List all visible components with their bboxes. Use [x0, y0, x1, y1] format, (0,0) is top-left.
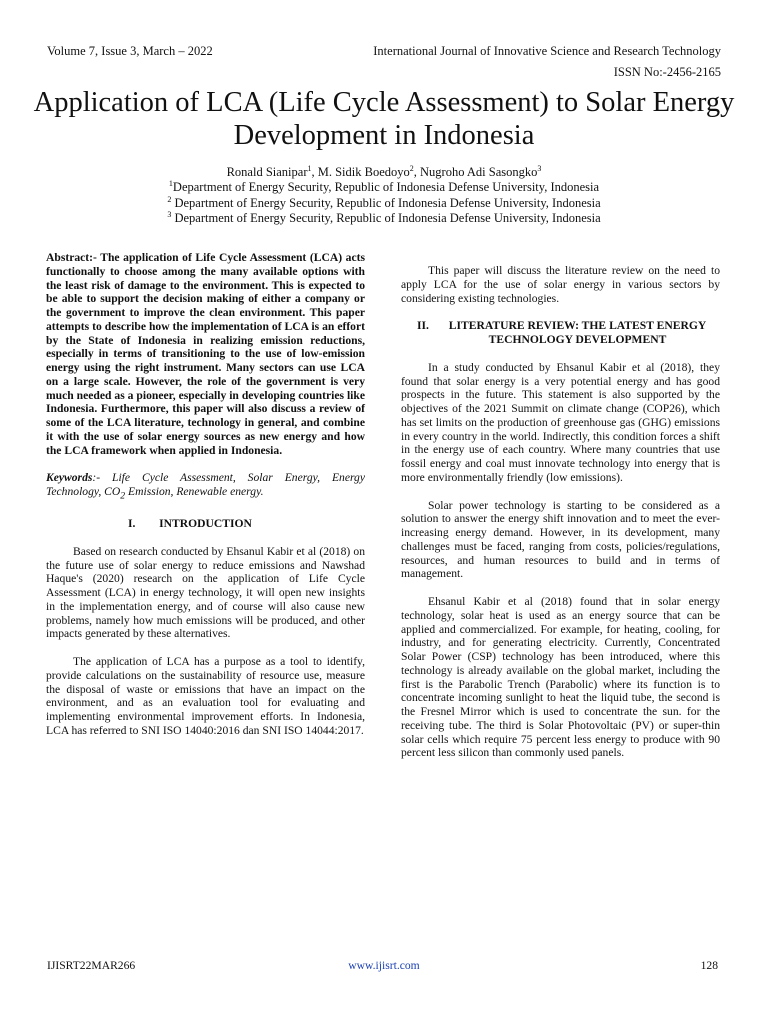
- journal-issn: ISSN No:-2456-2165: [613, 65, 721, 79]
- lit-paragraph-1: In a study conducted by Ehsanul Kabir et al (2018), they found that solar energy is a very potential energy and has good prospects in the future. This statement is also supported by the objectives of the 2021 Summit on climate change (COP26), which has set limits on the production of greenhouse gas (GHG) emissions in every country in the world. Indirectly, this condition forces a shift in the energy use of each country. Where many countries that use fossil energy and coal must innovate technology into energy that is more environmentally friendly (low emissions).: [401, 360, 720, 484]
- footer-journal-link[interactable]: www.ijisrt.com: [348, 959, 420, 972]
- paper-title: Application of LCA (Life Cycle Assessment) to Solar Energy Development in Indonesia: [33, 87, 735, 151]
- intro-paragraph-1: Based on research conducted by Ehsanul Kabir et al (2018) on the future use of solar energy to reduce emissions and Nawshad Haque's (2020) research on the application of Life Cycle Assessment (LCA) in energy technology, it will open new insights in the implementation energy, and of course will also cause new problems, namely how much emissions will be produced, and other impacts generated by these alternatives.: [46, 544, 365, 641]
- journal-volume: Volume 7, Issue 3, March – 2022: [47, 44, 213, 58]
- intro-paragraph-2: The application of LCA has a purpose as a tool to identify, provide calculations on the sustainability of resource use, measure the disposal of waste or emissions that have an impact on the environment, and as an evaluation tool for evaluating and implementing environmental improvement efforts. In Indonesia, LCA has referred to SNI ISO 14040:2016 dan SNI ISO 14044:2017.: [46, 655, 365, 737]
- author-names: Ronald Sianipar$^1$, M. Sidik Boedoyo$^2$, Nugroho Adi Sasongko$^3$: [226, 163, 542, 179]
- footer-paper-id: IJISRT22MAR266: [47, 959, 136, 972]
- left-column: [46, 251, 365, 752]
- section-heading-introduction: I. INTRODUCTION: [128, 517, 252, 531]
- affiliation-2: $^2$ Department of Energy Security, Republic of Indonesia Defense University, Indonesia: [167, 194, 601, 210]
- author-block: [30, 165, 738, 226]
- intro-paragraph-3: This paper will discuss the literature review on the need to apply LCA for the use of solar energy in various sectors by considering existing technologies.: [401, 264, 720, 305]
- keywords: Keywords:- Life Cycle Assessment, Solar Energy, Energy Technology, $CO_2$ Emission, Renewable energy.: [46, 471, 365, 502]
- journal-name: International Journal of Innovative Science and Research Technology: [373, 44, 721, 58]
- affiliation-3: $^3$ Department of Energy Security, Republic of Indonesia Defense University, Indonesia: [167, 209, 601, 225]
- section-heading-literature-review: II. LITERATURE REVIEW: THE LATEST ENERGY TECHNOLOGY DEVELOPMENT: [417, 319, 707, 346]
- right-column: [401, 264, 720, 774]
- affiliation-1: $^1$Department of Energy Security, Republic of Indonesia Defense University, Indonesia: [168, 179, 600, 195]
- abstract: Abstract:- The application of Life Cycle Assessment (LCA) acts functionally to choose among the many available options with the least risk of damage to the environment. This is expected to be able to support the decision making of either a company or the government to improve the clean environment. This paper attempts to describe how the implementation of LCA is an effort by the State of Indonesia in realizing emission reductions, especially in terms of transitioning to the use of low-emission energy using the right instrument. Many sectors can use LCA on a large scale. However, the role of the government is very much needed as a pioneer, especially in developing countries like Indonesia. Furthermore, this paper will also discuss a review of some of the LCA literature, technology in general, and combine it with the use of solar energy sources as new energy and how the LCA framework when applied in Indonesia.: [46, 251, 365, 457]
- lit-paragraph-2: Solar power technology is starting to be considered as a solution to answer the energy shift innovation and to meet the ever-increasing energy demand. However, in its development, many challenges must be faced, ranging from costs, policies/regulations, resources, and human resources to build and in terms of management.: [401, 498, 720, 581]
- lit-paragraph-3: Ehsanul Kabir et al (2018) found that in solar energy technology, solar heat is used as an energy source that can be applied and commercialized. For example, for heating, cooling, for industry, and for generating electricity. Currently, Concentrated Solar Power (CSP) technology has been introduced, where this technology is already available on the global market, including the first is the Parabolic Trench (Parabolic) where its function is to concentrate incoming sunlight to heat the liquid tube, the second is the Fresnel Mirror which is used to concentrate the sun. for the receiving tube. The third is Solar Photovoltaic (PV) or super-thin solar cells which require 75 percent less energy to produce with 90 percent less silicon than commonly used panels.: [401, 595, 720, 760]
- footer-page-number: 128: [700, 959, 718, 972]
